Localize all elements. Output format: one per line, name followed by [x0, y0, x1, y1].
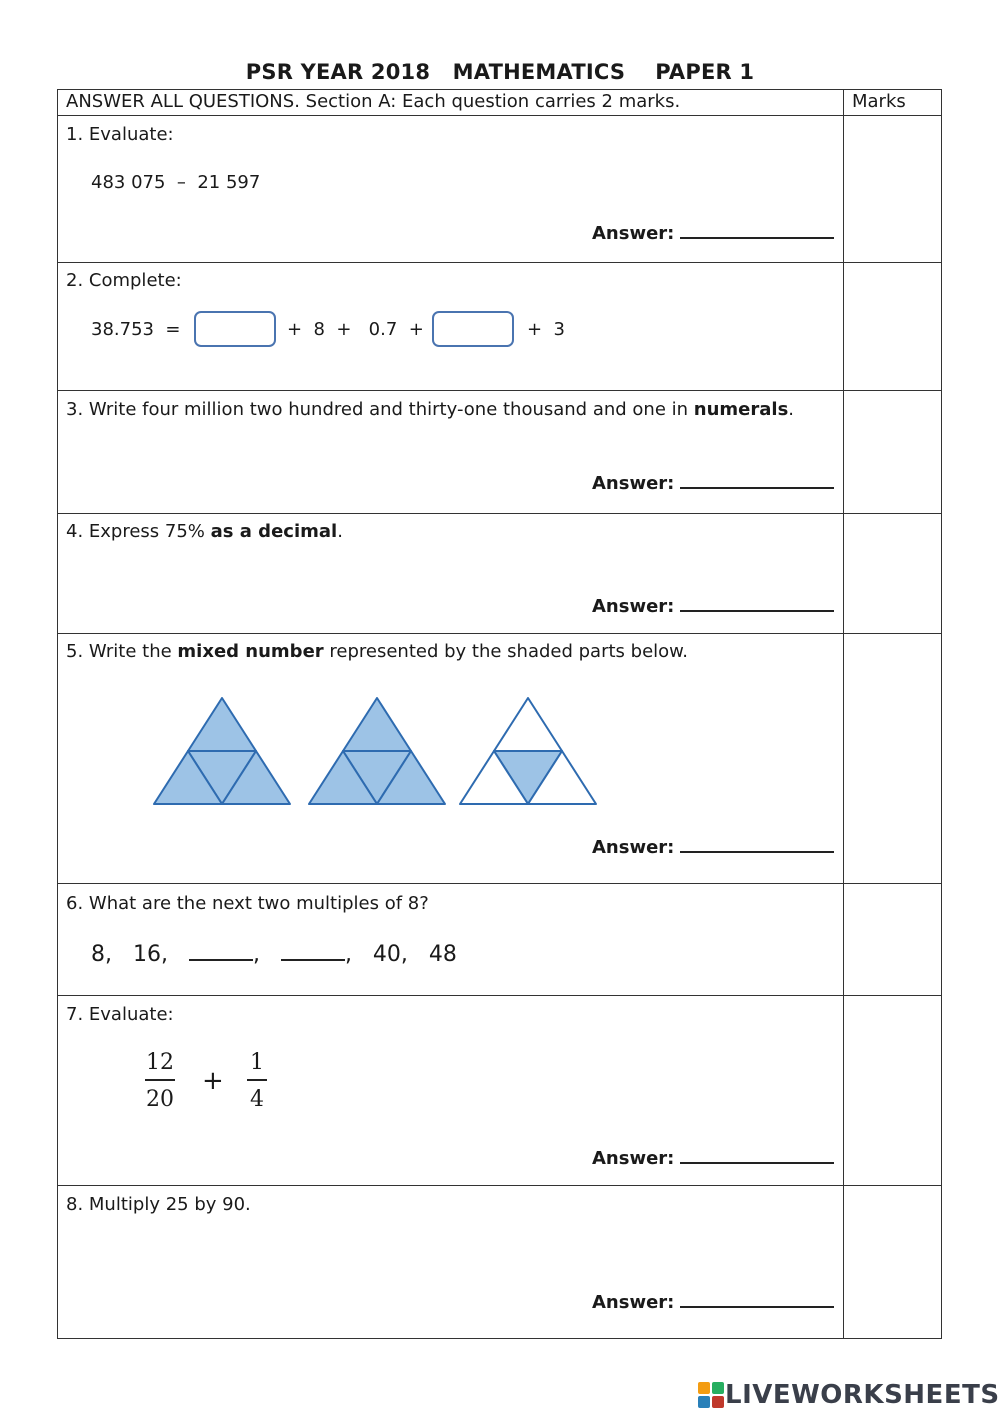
fraction-denominator: 20 — [146, 1087, 174, 1112]
marks-header: Marks — [852, 91, 906, 112]
q1-prompt: 1. Evaluate: — [66, 124, 174, 145]
answer-blank[interactable] — [680, 594, 834, 612]
q3-prompt: 3. Write four million two hundred and thirty-one thousand and one in numerals. — [66, 399, 795, 420]
page-title: PSR YEAR 2018 MATHEMATICS PAPER 1 — [245, 60, 755, 84]
q7-answer[interactable] — [592, 1146, 834, 1169]
answer-blank[interactable] — [680, 1146, 834, 1164]
answer-label: Answer: — [592, 837, 675, 858]
answer-blank[interactable] — [680, 471, 834, 489]
logo-icon — [697, 1381, 725, 1409]
q2-end: + 3 — [527, 319, 565, 340]
q3-answer[interactable] — [592, 471, 834, 494]
answer-label: Answer: — [592, 473, 675, 494]
row-divider — [57, 883, 942, 884]
instruction-text: ANSWER ALL QUESTIONS. Section A: Each question carries 2 marks. — [66, 91, 681, 112]
q8-prompt: 8. Multiply 25 by 90. — [66, 1194, 251, 1215]
row-divider — [57, 262, 942, 263]
answer-label: Answer: — [592, 1292, 675, 1313]
unshaded-part — [494, 698, 562, 751]
q2-middle: + 8 + 0.7 + — [287, 319, 424, 340]
q2-prompt: 2. Complete: — [66, 270, 182, 291]
row-divider — [57, 390, 942, 391]
answer-blank[interactable] — [680, 1290, 834, 1308]
q5-prompt: 5. Write the mixed number represented by the shaded parts below. — [66, 641, 688, 662]
logo-text: LIVEWORKSHEETS — [725, 1380, 1000, 1410]
liveworksheets-logo — [697, 1378, 1000, 1412]
q6-sequence: 8, 16, , , 40, 48 — [91, 942, 457, 967]
q7-operator: + — [202, 1066, 224, 1096]
q2-lhs: 38.753 = — [91, 319, 181, 340]
answer-label: Answer: — [592, 596, 675, 617]
q6-prompt: 6. What are the next two multiples of 8? — [66, 893, 429, 914]
answer-blank[interactable] — [680, 835, 834, 853]
q1-answer[interactable] — [592, 221, 834, 244]
q2-answer-box-2[interactable] — [432, 311, 514, 347]
q7-fraction-1 — [145, 1050, 175, 1112]
shaded-part — [188, 698, 256, 751]
row-divider — [57, 1185, 942, 1186]
q1-expression: 483 075 – 21 597 — [91, 172, 261, 193]
fraction-denominator: 4 — [250, 1087, 264, 1112]
row-divider — [57, 633, 942, 634]
fraction-numerator: 1 — [250, 1050, 264, 1075]
shaded-triangles-figure — [140, 690, 620, 815]
fraction-numerator: 12 — [146, 1050, 174, 1075]
q4-prompt: 4. Express 75% as a decimal. — [66, 521, 343, 542]
q8-answer[interactable] — [592, 1290, 834, 1313]
marks-column-divider — [843, 89, 844, 1339]
shaded-part — [343, 698, 411, 751]
q2-answer-box-1[interactable] — [194, 311, 276, 347]
answer-label: Answer: — [592, 223, 675, 244]
row-divider — [57, 513, 942, 514]
q4-answer[interactable] — [592, 594, 834, 617]
q7-prompt: 7. Evaluate: — [66, 1004, 174, 1025]
row-divider — [57, 115, 942, 116]
q6-blank-2[interactable] — [281, 941, 345, 961]
q6-blank-1[interactable] — [189, 941, 253, 961]
answer-label: Answer: — [592, 1148, 675, 1169]
q7-fraction-2 — [247, 1050, 267, 1112]
q5-answer[interactable] — [592, 835, 834, 858]
answer-blank[interactable] — [680, 221, 834, 239]
row-divider — [57, 995, 942, 996]
